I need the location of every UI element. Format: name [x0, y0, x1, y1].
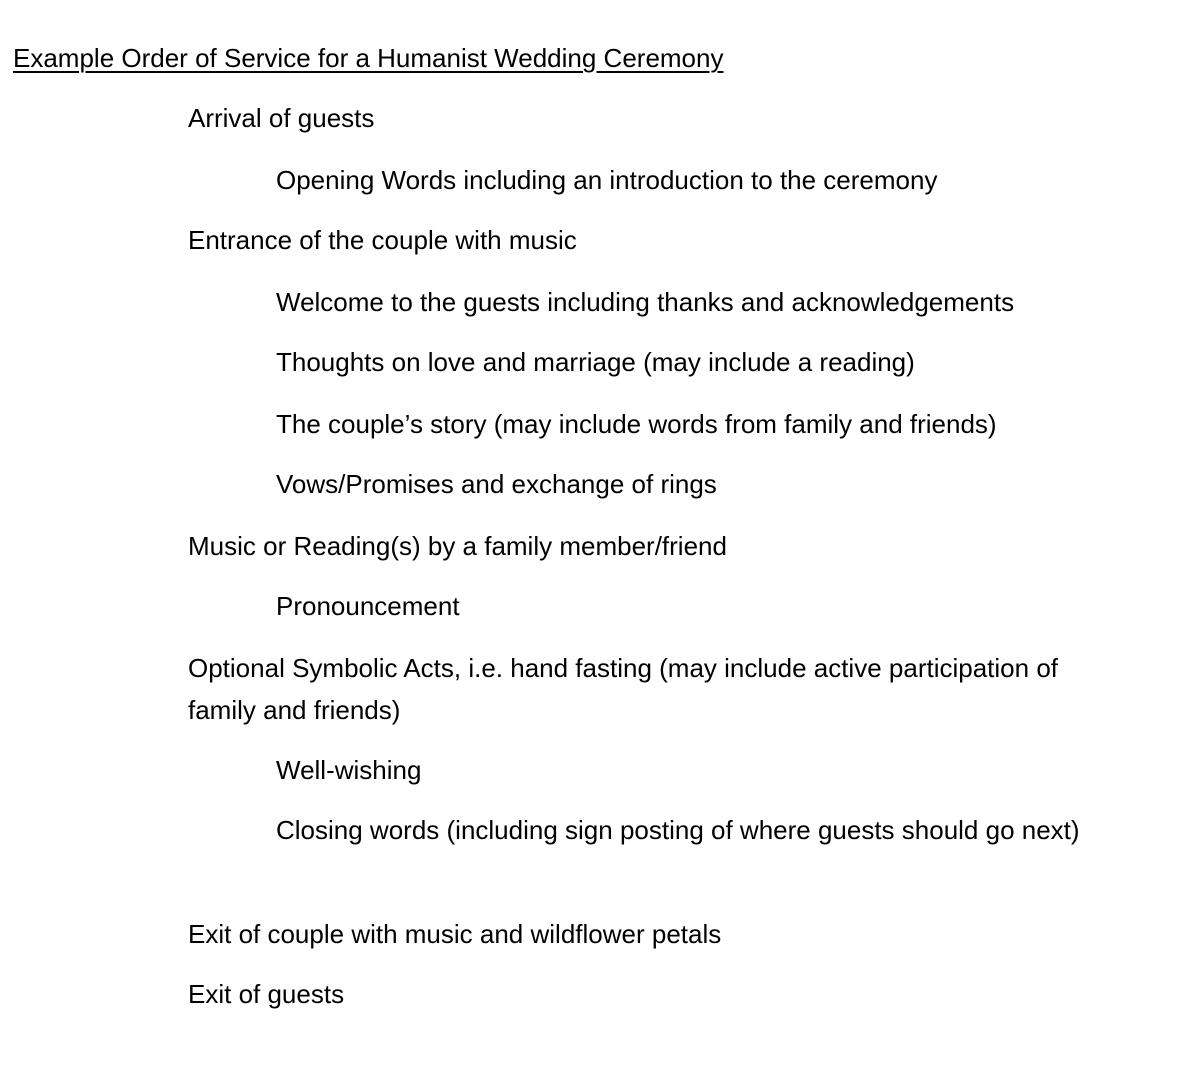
- list-item-pronouncement: Pronouncement: [276, 591, 460, 621]
- list-item-vows-and-rings: Vows/Promises and exchange of rings: [276, 469, 717, 499]
- list-item-entrance-of-couple: Entrance of the couple with music: [188, 225, 577, 255]
- list-item-closing-words: Closing words (including sign posting of where guests should go next): [276, 815, 1080, 845]
- list-item-exit-of-guests: Exit of guests: [188, 979, 345, 1009]
- list-item-opening-words: Opening Words including an introduction to the ceremony: [276, 165, 938, 195]
- list-item-exit-of-couple: Exit of couple with music and wildflower petals: [188, 919, 722, 949]
- list-item-couples-story: The couple’s story (may include words from family and friends): [276, 409, 997, 439]
- list-item-arrival-of-guests: Arrival of guests: [188, 103, 375, 133]
- list-item-welcome-guests: Welcome to the guests including thanks and acknowledgements: [276, 287, 1015, 317]
- list-item-thoughts-on-love: Thoughts on love and marriage (may include a reading): [276, 347, 915, 377]
- list-item-symbolic-acts: Optional Symbolic Acts, i.e. hand fasting (may include active participation of family and friends): [188, 653, 1058, 725]
- document-title: Example Order of Service for a Humanist Wedding Ceremony: [13, 43, 724, 73]
- list-item-music-or-readings: Music or Reading(s) by a family member/friend: [188, 531, 727, 561]
- list-item-well-wishing: Well-wishing: [276, 755, 422, 785]
